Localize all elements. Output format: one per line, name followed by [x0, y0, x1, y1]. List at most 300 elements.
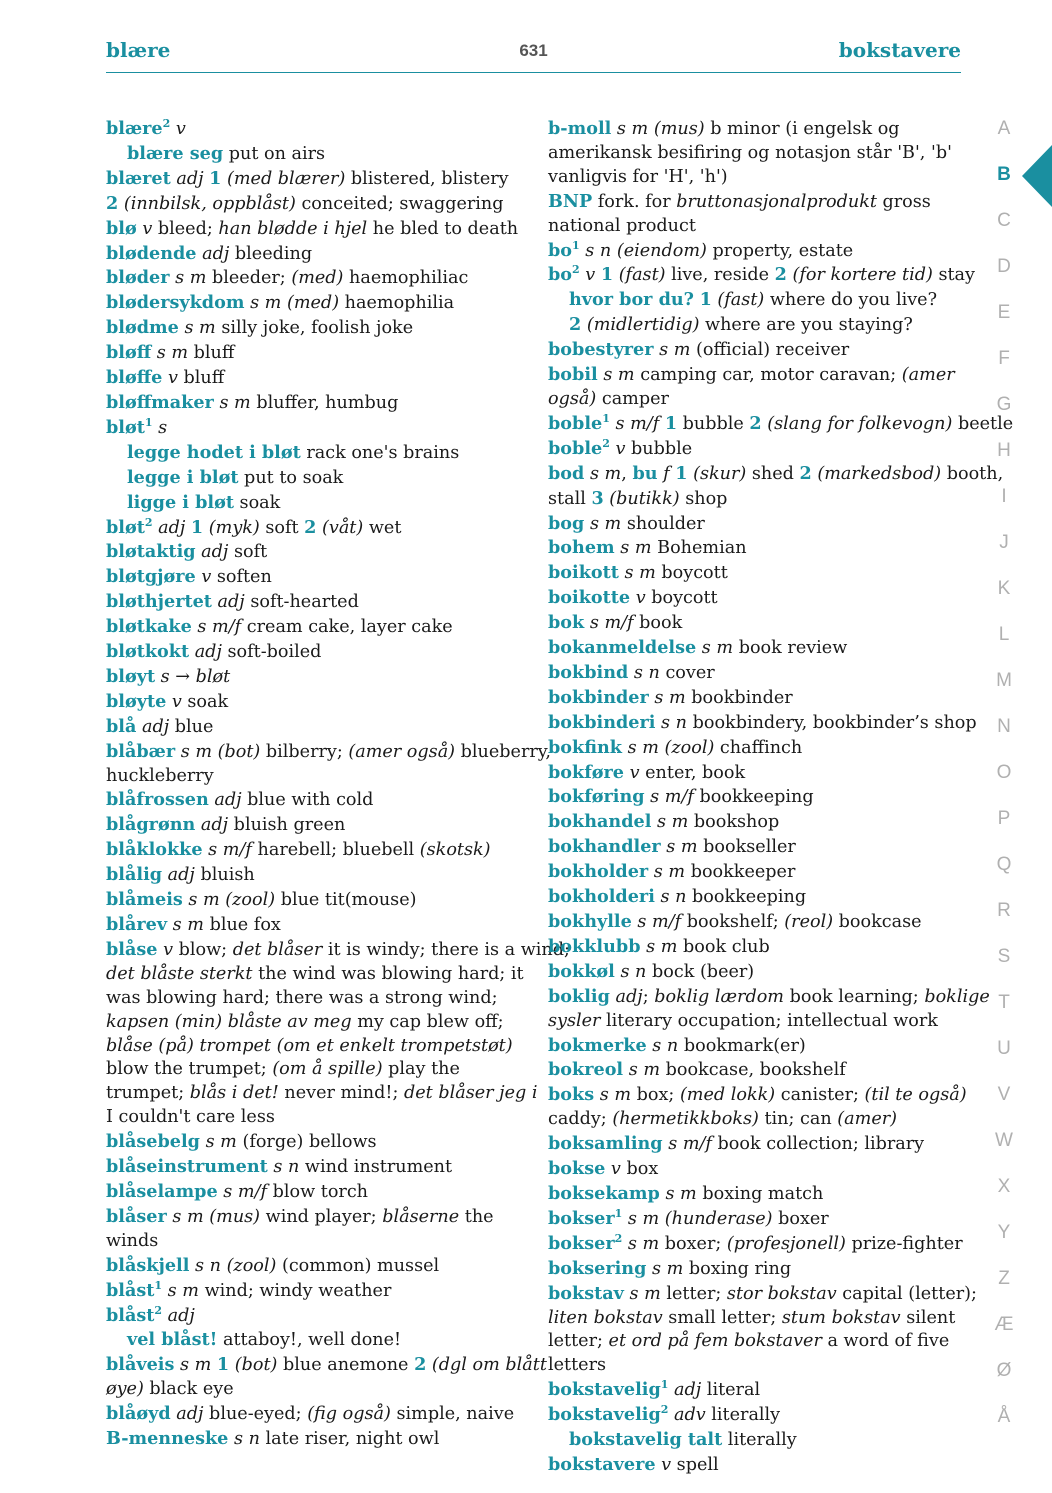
letter-tab-n[interactable]: N: [997, 716, 1011, 737]
grammar-label: v: [167, 368, 178, 389]
translation-text: late riser, night owl: [259, 1429, 440, 1450]
dictionary-entry: [106, 217, 526, 242]
headword: bo: [548, 264, 573, 286]
translation-text: amerikansk besifiring og notasjon står 'B', 'b': [548, 142, 952, 163]
grammar-label: s n: [652, 1035, 679, 1056]
translation-text: winds: [106, 1230, 159, 1251]
grammar-label: s m: [627, 737, 659, 758]
grammar-label: s n: [633, 662, 660, 683]
headword: bokfink: [548, 736, 623, 758]
translation-text: simple, naive: [390, 1404, 515, 1425]
headword: bokser: [548, 1232, 615, 1254]
entry-line: [548, 1403, 968, 1428]
grammar-label: s m: [172, 1206, 204, 1227]
translation-text: he bled to death: [367, 218, 519, 239]
headword: bokstavere: [548, 1453, 656, 1475]
translation-text: bookseller: [697, 837, 796, 858]
headword: bokføring: [548, 786, 645, 808]
grammar-label: adj: [167, 1305, 195, 1326]
grammar-label: v: [142, 218, 153, 239]
dictionary-entry: [548, 190, 968, 239]
translation-text: soak: [233, 492, 281, 513]
sense-number: 2: [569, 314, 582, 336]
headword: bløtkokt: [106, 641, 190, 663]
headword: blåklokke: [106, 839, 203, 861]
letter-tab-b[interactable]: B: [997, 164, 1011, 185]
entry-line: [106, 391, 526, 416]
grammar-label: (amer også): [348, 741, 456, 762]
grammar-label: adj: [200, 815, 229, 836]
translation-text: bubble: [625, 438, 693, 459]
translation-text: tin; can: [758, 1109, 838, 1130]
entry-line: [548, 910, 968, 935]
dictionary-entry: [548, 1132, 968, 1157]
translation-text: book review: [733, 638, 848, 659]
headword: blågrønn: [106, 814, 196, 836]
entry-line: [106, 590, 526, 615]
translation-text: wind; windy weather: [198, 1280, 392, 1301]
translation-text: where do you live?: [764, 290, 938, 311]
grammar-label: (amer: [901, 365, 955, 386]
translation-text: camper: [596, 388, 669, 409]
translation-text: canister;: [775, 1085, 865, 1106]
entry-line: [106, 1058, 526, 1082]
letter-tab-g[interactable]: G: [996, 394, 1012, 415]
letter-tab-a[interactable]: A: [997, 118, 1011, 139]
entry-line: [548, 860, 968, 885]
grammar-label: v: [175, 119, 186, 139]
translation-text: ;: [642, 986, 655, 1007]
letter-tab-x[interactable]: X: [997, 1176, 1011, 1197]
headword: boikotte: [548, 587, 631, 609]
translation-text: literary occupation; intellectual work: [600, 1010, 938, 1031]
dictionary-entry: [548, 512, 968, 537]
sense-number: 3: [591, 487, 604, 509]
letter-tab-d[interactable]: D: [997, 256, 1011, 277]
dictionary-entry: [106, 1279, 526, 1304]
entry-line: [127, 1328, 526, 1353]
letter-tab-p[interactable]: P: [997, 808, 1011, 829]
grammar-label: s m: [179, 1355, 212, 1376]
dictionary-entry: [548, 1403, 968, 1428]
translation-text: bleeder;: [206, 268, 292, 289]
letter-tab-w[interactable]: W: [995, 1130, 1013, 1151]
translation-text: box;: [631, 1085, 680, 1106]
headword: legge hodet i bløt: [127, 441, 301, 463]
sense-number: 1: [675, 462, 688, 484]
entry-line: [569, 288, 968, 313]
entry-line: [106, 1278, 526, 1304]
entry-line: [106, 316, 526, 341]
entry-line: [106, 167, 526, 192]
letter-tab-y[interactable]: Y: [997, 1222, 1011, 1243]
grammar-label: liten bokstav: [548, 1307, 663, 1328]
entry-line: [548, 338, 968, 363]
entry-line: [548, 1108, 968, 1132]
translation-text: boycott: [655, 563, 728, 584]
dictionary-entry: [106, 1205, 526, 1254]
dictionary-entry: [106, 590, 526, 615]
grammar-label: (zool): [226, 1255, 277, 1276]
translation-text: bookshop: [688, 812, 780, 833]
grammar-label: s n: [660, 887, 687, 908]
translation-text: bluffer, humbug: [250, 392, 399, 413]
headword: bod: [548, 462, 585, 484]
letter-tab-l[interactable]: L: [998, 624, 1010, 645]
homograph-number: 1: [602, 412, 610, 426]
translation-text: wind instrument: [299, 1157, 453, 1178]
grammar-label: s m: [172, 915, 204, 935]
headword: bokholder: [548, 861, 649, 883]
grammar-label: (hermetikkboks): [612, 1109, 759, 1130]
subentry: [548, 288, 968, 338]
dictionary-entry: [106, 565, 526, 590]
sense-number: 2: [106, 192, 119, 214]
translation-text: shed: [746, 463, 800, 484]
letter-tab-c[interactable]: C: [997, 210, 1011, 231]
headword: blære seg: [127, 142, 224, 164]
letter-tab-k[interactable]: K: [997, 578, 1011, 599]
entry-line: [106, 665, 526, 690]
headword: blø: [106, 217, 137, 239]
dictionary-entry: [106, 913, 526, 938]
entry-line: [127, 466, 526, 491]
headword: blære: [106, 118, 163, 139]
headword: boble: [548, 437, 603, 459]
translation-text: blue: [169, 716, 214, 737]
translation-text: bookcase: [833, 912, 922, 932]
entry-line: [106, 1427, 526, 1452]
entry-line: [106, 690, 526, 715]
translation-text: book: [633, 613, 683, 634]
translation-text: blow;: [173, 939, 233, 960]
letter-tab-r[interactable]: R: [997, 900, 1011, 921]
dictionary-entry: [548, 1157, 968, 1182]
headword: bokbind: [548, 661, 629, 683]
headword: blåveis: [106, 1354, 175, 1376]
subentry: [106, 466, 526, 491]
translation-text: stall: [548, 488, 592, 509]
translation-text: play the: [382, 1059, 460, 1080]
grammar-label: (reol): [784, 912, 834, 932]
headword: bohem: [548, 537, 615, 559]
sense-number: 1: [190, 516, 204, 538]
translation-text: boycott: [645, 588, 718, 609]
entry-line: [548, 1330, 968, 1354]
translation-text: letters: [548, 1355, 607, 1376]
entry-line: [569, 313, 968, 338]
translation-text: →: [169, 666, 196, 687]
translation-text: boxer: [772, 1208, 829, 1229]
entry-line: [106, 938, 570, 963]
letter-tab-u[interactable]: U: [997, 1038, 1011, 1059]
entry-line: [106, 1180, 526, 1205]
dictionary-entry: [548, 561, 968, 586]
letter-tab-æ[interactable]: Æ: [994, 1314, 1014, 1335]
grammar-label: s m: [205, 1132, 237, 1153]
dictionary-entry: [548, 1282, 977, 1379]
subentry: [548, 1428, 968, 1453]
grammar-label: blås i det!: [189, 1083, 279, 1104]
entry-line: [106, 1082, 538, 1106]
entry-line: [106, 341, 526, 366]
entry-line: [548, 388, 968, 412]
dictionary-entry: [106, 167, 526, 217]
letter-tab-h[interactable]: H: [997, 440, 1011, 461]
headword: blæret: [106, 167, 171, 189]
entry-line: [548, 561, 968, 586]
entry-line: [106, 1011, 526, 1035]
grammar-label: s m/f: [223, 1181, 268, 1202]
grammar-label: (amer): [837, 1109, 898, 1130]
translation-text: fork. for: [592, 191, 677, 212]
grammar-label: s n: [195, 1255, 221, 1276]
dictionary-entry: [548, 239, 968, 264]
grammar-label: s m: [629, 1283, 661, 1304]
letter-tab-o[interactable]: O: [996, 762, 1012, 783]
grammar-label: (med lokk): [679, 1085, 776, 1106]
entry-line: [548, 1132, 968, 1157]
entry-line: [106, 515, 526, 541]
dictionary-entry: [548, 661, 968, 686]
grammar-label: s m: [184, 318, 216, 339]
homograph-number: 2: [614, 1231, 623, 1245]
headword: blødersykdom: [106, 292, 245, 314]
translation-text: huckleberry: [106, 765, 214, 786]
grammar-label: s m: [156, 343, 189, 364]
dictionary-entry: [106, 888, 526, 913]
headword: bokbinder: [548, 686, 649, 708]
entry-line: [548, 636, 968, 661]
entry-line: [548, 810, 968, 835]
dictionary-entry: [106, 938, 570, 1130]
grammar-label: s n: [585, 240, 612, 261]
subentry: [106, 441, 526, 466]
dictionary-entry: [106, 117, 526, 142]
headword: bløyte: [106, 690, 167, 712]
sense-number: 1: [216, 1354, 230, 1376]
translation-text: shoulder: [621, 513, 705, 534]
grammar-label: s m/f: [208, 840, 252, 861]
headword: bog: [548, 512, 585, 534]
entry-line: [106, 1402, 526, 1427]
grammar-label: s m: [616, 119, 649, 139]
dictionary-entry: [106, 416, 526, 441]
dictionary-entry: [106, 366, 526, 391]
dictionary-entry: [106, 1304, 526, 1329]
grammar-label: stor bokstav: [726, 1283, 837, 1304]
grammar-label: adj: [214, 790, 242, 811]
headword: bløthjertet: [106, 591, 212, 613]
headword: blåse: [106, 938, 158, 960]
headword: hvor bor du?: [569, 289, 694, 311]
grammar-label: (fast): [618, 265, 666, 286]
entry-line: [106, 416, 526, 441]
headword: b-moll: [548, 118, 612, 139]
headword: boksekamp: [548, 1182, 660, 1204]
grammar-label: (myk): [208, 517, 260, 538]
translation-text: rack one's brains: [300, 442, 460, 463]
translation-text: boxing ring: [683, 1258, 792, 1279]
entry-line: [106, 1303, 526, 1329]
dictionary-entry: [106, 640, 526, 665]
translation-text: it is windy; there is a wind;: [322, 939, 570, 960]
grammar-label: adj: [194, 642, 222, 663]
headword: bokreol: [548, 1059, 624, 1081]
letter-tab-e[interactable]: E: [997, 302, 1011, 323]
active-letter-marker: [1022, 145, 1052, 207]
entry-line: [548, 363, 968, 388]
letter-tab-z[interactable]: Z: [998, 1268, 1010, 1289]
letter-tab-q[interactable]: Q: [996, 854, 1012, 875]
entry-line: [106, 1230, 526, 1254]
grammar-label: (markedsbod): [817, 463, 942, 484]
letter-tab-t[interactable]: T: [998, 992, 1010, 1013]
grammar-label: s m: [180, 741, 213, 762]
letter-tab-ø[interactable]: Ø: [996, 1360, 1012, 1381]
entry-line: [106, 1155, 526, 1180]
headword: bobil: [548, 364, 598, 386]
grammar-label: adj: [176, 168, 204, 189]
translation-text: blue with cold: [241, 790, 374, 811]
grammar-label: s m: [653, 862, 686, 883]
entry-line: [106, 366, 526, 391]
headword: blåmeis: [106, 889, 183, 911]
grammar-label: (hunderase): [664, 1208, 773, 1229]
headword: blårev: [106, 914, 168, 935]
entry-line: [548, 1257, 968, 1282]
headword: bokhandel: [548, 811, 652, 833]
translation-text: attaboy!, well done!: [217, 1330, 402, 1351]
dictionary-entry: [548, 536, 968, 561]
grammar-label: øye): [106, 1379, 144, 1400]
grammar-label: blåserne: [382, 1206, 460, 1227]
header-left-guide-word: blære: [106, 38, 171, 62]
translation-text: vanligvis for 'H', 'h'): [548, 166, 728, 187]
headword: bokholderi: [548, 886, 655, 908]
letter-tab-s[interactable]: S: [997, 946, 1011, 967]
translation-text: soak: [181, 691, 229, 712]
dictionary-entry: [548, 636, 968, 661]
headword: bu: [632, 462, 658, 484]
translation-text: blue fox: [203, 915, 281, 935]
grammar-label: s m: [188, 890, 220, 911]
headword: boklig: [548, 985, 610, 1007]
headword: bløyt: [106, 665, 156, 687]
letter-tab-i[interactable]: I: [1001, 486, 1007, 507]
grammar-label: (mus): [653, 119, 705, 139]
translation-text: soften: [211, 567, 272, 588]
translation-text: haemophiliac: [343, 268, 469, 289]
dictionary-entry: [548, 910, 968, 935]
entry-line: [106, 565, 526, 590]
dictionary-entry: [106, 813, 526, 838]
translation-text: blow torch: [267, 1181, 369, 1202]
translation-text: gross: [876, 191, 931, 212]
sense-number: 1: [699, 289, 712, 311]
entry-line: [106, 788, 526, 813]
dictionary-entry: [106, 266, 526, 291]
grammar-label: s m: [665, 1183, 697, 1204]
letter-tab-å[interactable]: Å: [997, 1406, 1011, 1427]
translation-text: silly joke, foolish joke: [215, 318, 414, 339]
subentry: [106, 142, 526, 167]
entry-line: [106, 863, 526, 888]
grammar-label: adj: [202, 243, 230, 264]
translation-text: bookcase, bookshelf: [660, 1060, 846, 1081]
dictionary-entry: [548, 1034, 968, 1059]
grammar-label: adj: [201, 542, 229, 563]
translation-text: I couldn't care less: [106, 1107, 275, 1128]
headword: legge i bløt: [127, 466, 239, 488]
grammar-label: s m/f: [637, 912, 682, 932]
headword: boks: [548, 1084, 595, 1106]
letter-tab-j[interactable]: J: [999, 532, 1009, 553]
sense-number: 2: [774, 264, 787, 286]
grammar-label: (til te også): [864, 1085, 967, 1106]
letter-tab-f[interactable]: F: [998, 348, 1010, 369]
dictionary-entry: [106, 1353, 547, 1402]
headword: bløt: [106, 416, 145, 438]
entry-line: [106, 117, 526, 142]
grammar-label: f: [663, 463, 670, 484]
dictionary-entry: [106, 391, 526, 416]
translation-text: property, estate: [706, 240, 854, 261]
entry-line: [106, 888, 526, 913]
entry-line: [548, 960, 968, 985]
headword: blåfrossen: [106, 789, 209, 811]
grammar-label: det blåser: [232, 939, 323, 960]
grammar-label: s m: [219, 392, 251, 413]
entry-line: [548, 1010, 968, 1034]
translation-text: Bohemian: [651, 538, 747, 559]
sense-number: 1: [664, 412, 678, 434]
grammar-label: (fast): [717, 290, 765, 311]
headword: vel blåst!: [127, 1329, 218, 1351]
grammar-label: s m: [603, 365, 635, 386]
homograph-number: 2: [660, 1403, 669, 1417]
entry-line: [548, 1157, 968, 1182]
translation-text: harebell; bluebell: [251, 840, 420, 861]
entry-line: [106, 615, 526, 640]
entry-line: [106, 242, 526, 267]
translation-text: put to soak: [238, 467, 344, 488]
grammar-label: s m: [250, 293, 282, 314]
translation-text: bookbinder: [685, 687, 793, 708]
grammar-label: (butikk): [609, 488, 680, 509]
grammar-label: (med blærer): [226, 168, 346, 189]
translation-text: bubble: [677, 413, 750, 434]
grammar-label: v: [629, 762, 640, 783]
headword: bokstav: [548, 1282, 624, 1304]
grammar-label: (om å spille): [272, 1059, 383, 1080]
headword: bokklubb: [548, 935, 641, 957]
translation-text: box: [620, 1159, 659, 1180]
homograph-number: 1: [660, 1378, 669, 1392]
translation-text: cover: [659, 662, 715, 683]
headword: bløt: [106, 516, 145, 538]
entry-line: [106, 715, 526, 740]
dictionary-entry: [106, 788, 526, 813]
grammar-label: (bot): [234, 1355, 278, 1376]
letter-tab-m[interactable]: M: [996, 670, 1012, 691]
entry-line: [548, 412, 1014, 437]
translation-text: haemophilia: [339, 293, 455, 314]
translation-text: bookkeeping: [686, 887, 807, 908]
translation-text: my cap blew off;: [351, 1011, 504, 1032]
letter-tab-v[interactable]: V: [997, 1084, 1011, 1105]
homograph-number: 1: [144, 416, 153, 430]
